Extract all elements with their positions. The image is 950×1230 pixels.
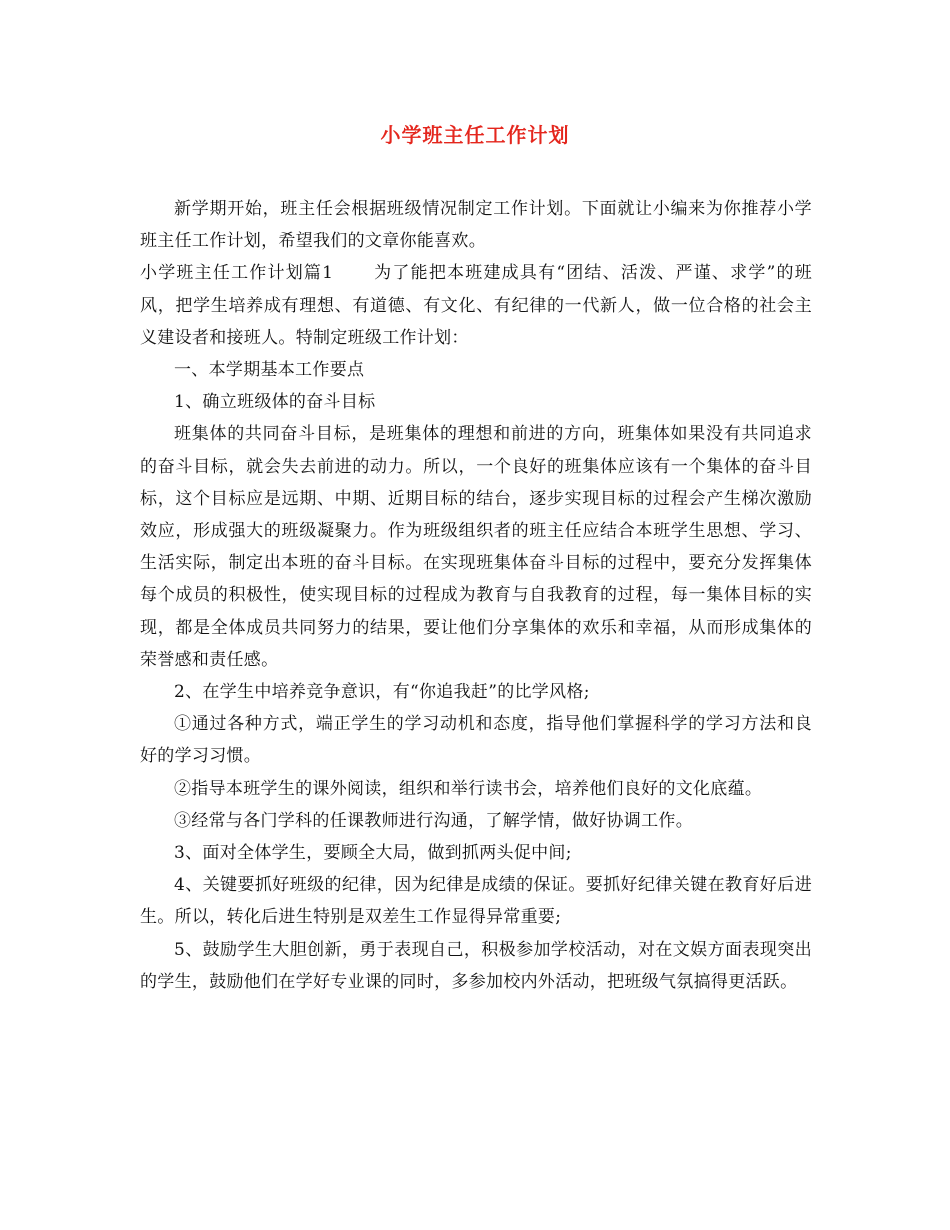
item-5: 5、鼓励学生大胆创新，勇于表现自己，积极参加学校活动，对在文娱方面表现突出的学生，鼓励他们在学好专业课的同时，多参加校内外活动，把班级气氛搞得更活跃。 (140, 939, 812, 992)
section-intro: 为了能把本班建成具有“团结、活泼、严谨、求学”的班风，把学生培养成有理想、有道德、有文化、有纪律的一代新人，做一位合格的社会主义建设者和接班人。特制定班级工作计划： (140, 263, 812, 348)
item-2: 2、在学生中培养竞争意识，有“你追我赶”的比学风格; (174, 682, 590, 703)
section-paragraph (140, 257, 812, 354)
item-1-title: 1、确立班级体的奋斗目标 (174, 392, 376, 413)
heading-basic-points: 一、本学期基本工作要点 (174, 360, 365, 381)
document-title: 小学班主任工作计划 (380, 123, 570, 147)
intro-paragraph: 新学期开始，班主任会根据班级情况制定工作计划。下面就让小编来为你推荐小学班主任工作计划，希望我们的文章你能喜欢。 (140, 199, 812, 252)
item-3: 3、面对全体学生，要顾全大局，做到抓两头促中间; (174, 843, 572, 864)
sub-item-2: ②指导本班学生的课外阅读，组织和举行读书会，培养他们良好的文化底蕴。 (174, 778, 763, 799)
section-label: 小学班主任工作计划篇1 (140, 263, 334, 284)
document-body (140, 193, 812, 998)
sub-item-3: ③经常与各门学科的任课教师进行沟通，了解学情，做好协调工作。 (174, 810, 693, 831)
sub-item-1: ①通过各种方式，端正学生的学习动机和态度，指导他们掌握科学的学习方法和良好的学习习惯。 (140, 714, 812, 767)
item-4: 4、关键要抓好班级的纪律，因为纪律是成绩的保证。要抓好纪律关键在教育好后进生。所以，转化后进生特别是双差生工作显得异常重要; (140, 875, 812, 928)
item-1-body: 班集体的共同奋斗目标，是班集体的理想和前进的方向，班集体如果没有共同追求的奋斗目标，就会失去前进的动力。所以，一个良好的班集体应该有一个集体的奋斗目标，这个目标应是远期、中期、近期目标的结台，逐步实现目标的过程会产生梯次激励效应，形成强大的班级凝聚力。作为班级组织者的班主任应结合本班学生思想、学习、生活实际，制定出本班的奋斗目标。在实现班集体奋斗目标的过程中，要充分发挥集体每个成员的积极性，使实现目标的过程成为教育与自我教育的过程，每一集体目标的实现，都是全体成员共同努力的结果，要让他们分享集体的欢乐和幸福，从而形成集体的荣誉感和责任感。 (140, 424, 812, 670)
